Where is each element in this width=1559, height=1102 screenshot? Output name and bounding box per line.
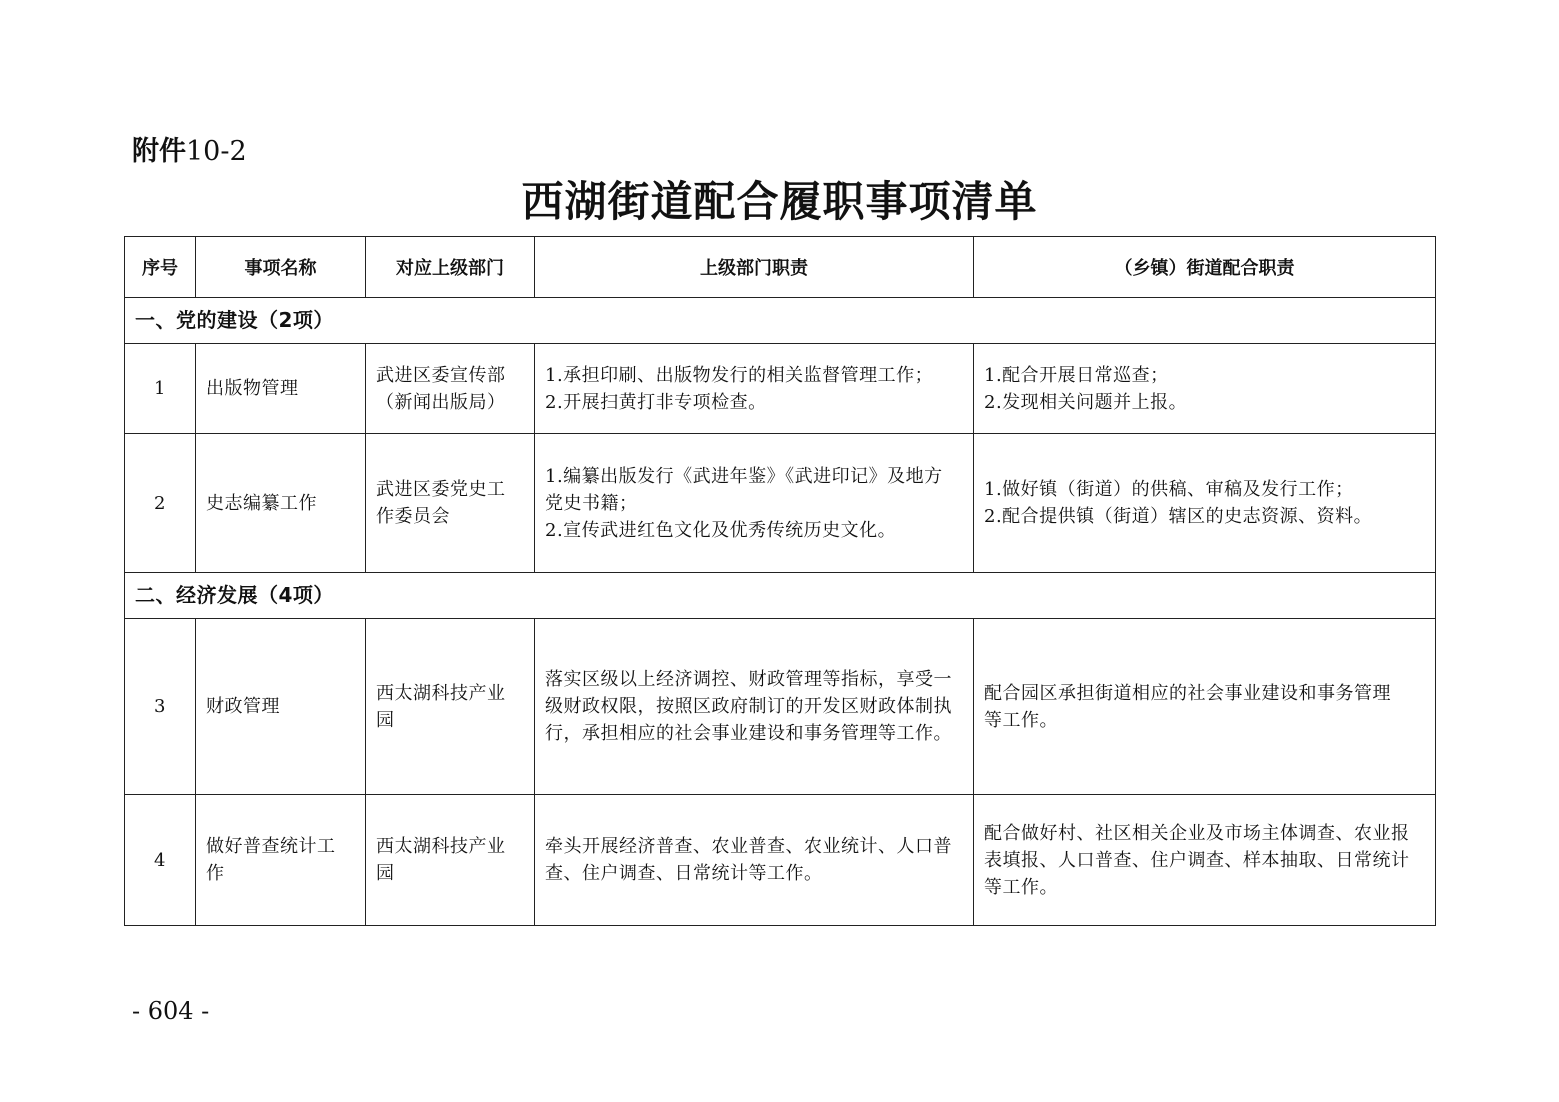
item-name: 史志编纂工作 — [196, 434, 366, 573]
table-header-row — [125, 237, 1436, 298]
section-heading: 一、党的建设（2项） — [125, 298, 1436, 344]
item-name: 财政管理 — [196, 619, 366, 795]
duty-cell: 1.编纂出版发行《武进年鉴》《武进印记》及地方 党史书籍； 2.宣传武进红色文化及优秀传统历史文化。 — [535, 434, 974, 573]
dept-cell: 武进区委党史工 作委员会 — [366, 434, 535, 573]
section-row — [125, 298, 1436, 344]
dept-cell: 武进区委宣传部 （新闻出版局） — [366, 344, 535, 434]
row-number: 1 — [125, 344, 196, 434]
page-title: 西湖街道配合履职事项清单 — [521, 177, 1038, 226]
table-row — [125, 619, 1436, 795]
col-header-dept: 对应上级部门 — [366, 237, 535, 298]
section-row — [125, 573, 1436, 619]
table-row — [125, 434, 1436, 573]
row-number: 4 — [125, 795, 196, 926]
dept-cell: 西太湖科技产业 园 — [366, 795, 535, 926]
col-header-no: 序号 — [125, 237, 196, 298]
coop-cell: 配合做好村、社区相关企业及市场主体调查、农业报 表填报、人口普查、住户调查、样本抽取、日常统计 等工作。 — [974, 795, 1436, 926]
section-heading: 二、经济发展（4项） — [125, 573, 1436, 619]
item-name: 出版物管理 — [196, 344, 366, 434]
duty-cell: 1.承担印刷、出版物发行的相关监督管理工作； 2.开展扫黄打非专项检查。 — [535, 344, 974, 434]
coop-cell: 1.做好镇（街道）的供稿、审稿及发行工作； 2.配合提供镇（街道）辖区的史志资源、资料。 — [974, 434, 1436, 573]
coop-cell: 1.配合开展日常巡查； 2.发现相关问题并上报。 — [974, 344, 1436, 434]
table-row — [125, 795, 1436, 926]
col-header-name: 事项名称 — [196, 237, 366, 298]
duty-cell: 牵头开展经济普查、农业普查、农业统计、人口普 查、住户调查、日常统计等工作。 — [535, 795, 974, 926]
col-header-duty: 上级部门职责 — [535, 237, 974, 298]
table-row — [125, 344, 1436, 434]
duty-cell: 落实区级以上经济调控、财政管理等指标，享受一 级财政权限，按照区政府制订的开发区财政体制执 行，承担相应的社会事业建设和事务管理等工作。 — [535, 619, 974, 795]
page-number: - 604 - — [132, 997, 210, 1025]
col-header-coop: （乡镇）街道配合职责 — [974, 237, 1436, 298]
coop-cell: 配合园区承担街道相应的社会事业建设和事务管理 等工作。 — [974, 619, 1436, 795]
attachment-label: 附件10-2 — [132, 136, 247, 167]
duties-table — [124, 236, 1436, 926]
item-name: 做好普查统计工 作 — [196, 795, 366, 926]
dept-cell: 西太湖科技产业 园 — [366, 619, 535, 795]
row-number: 2 — [125, 434, 196, 573]
row-number: 3 — [125, 619, 196, 795]
